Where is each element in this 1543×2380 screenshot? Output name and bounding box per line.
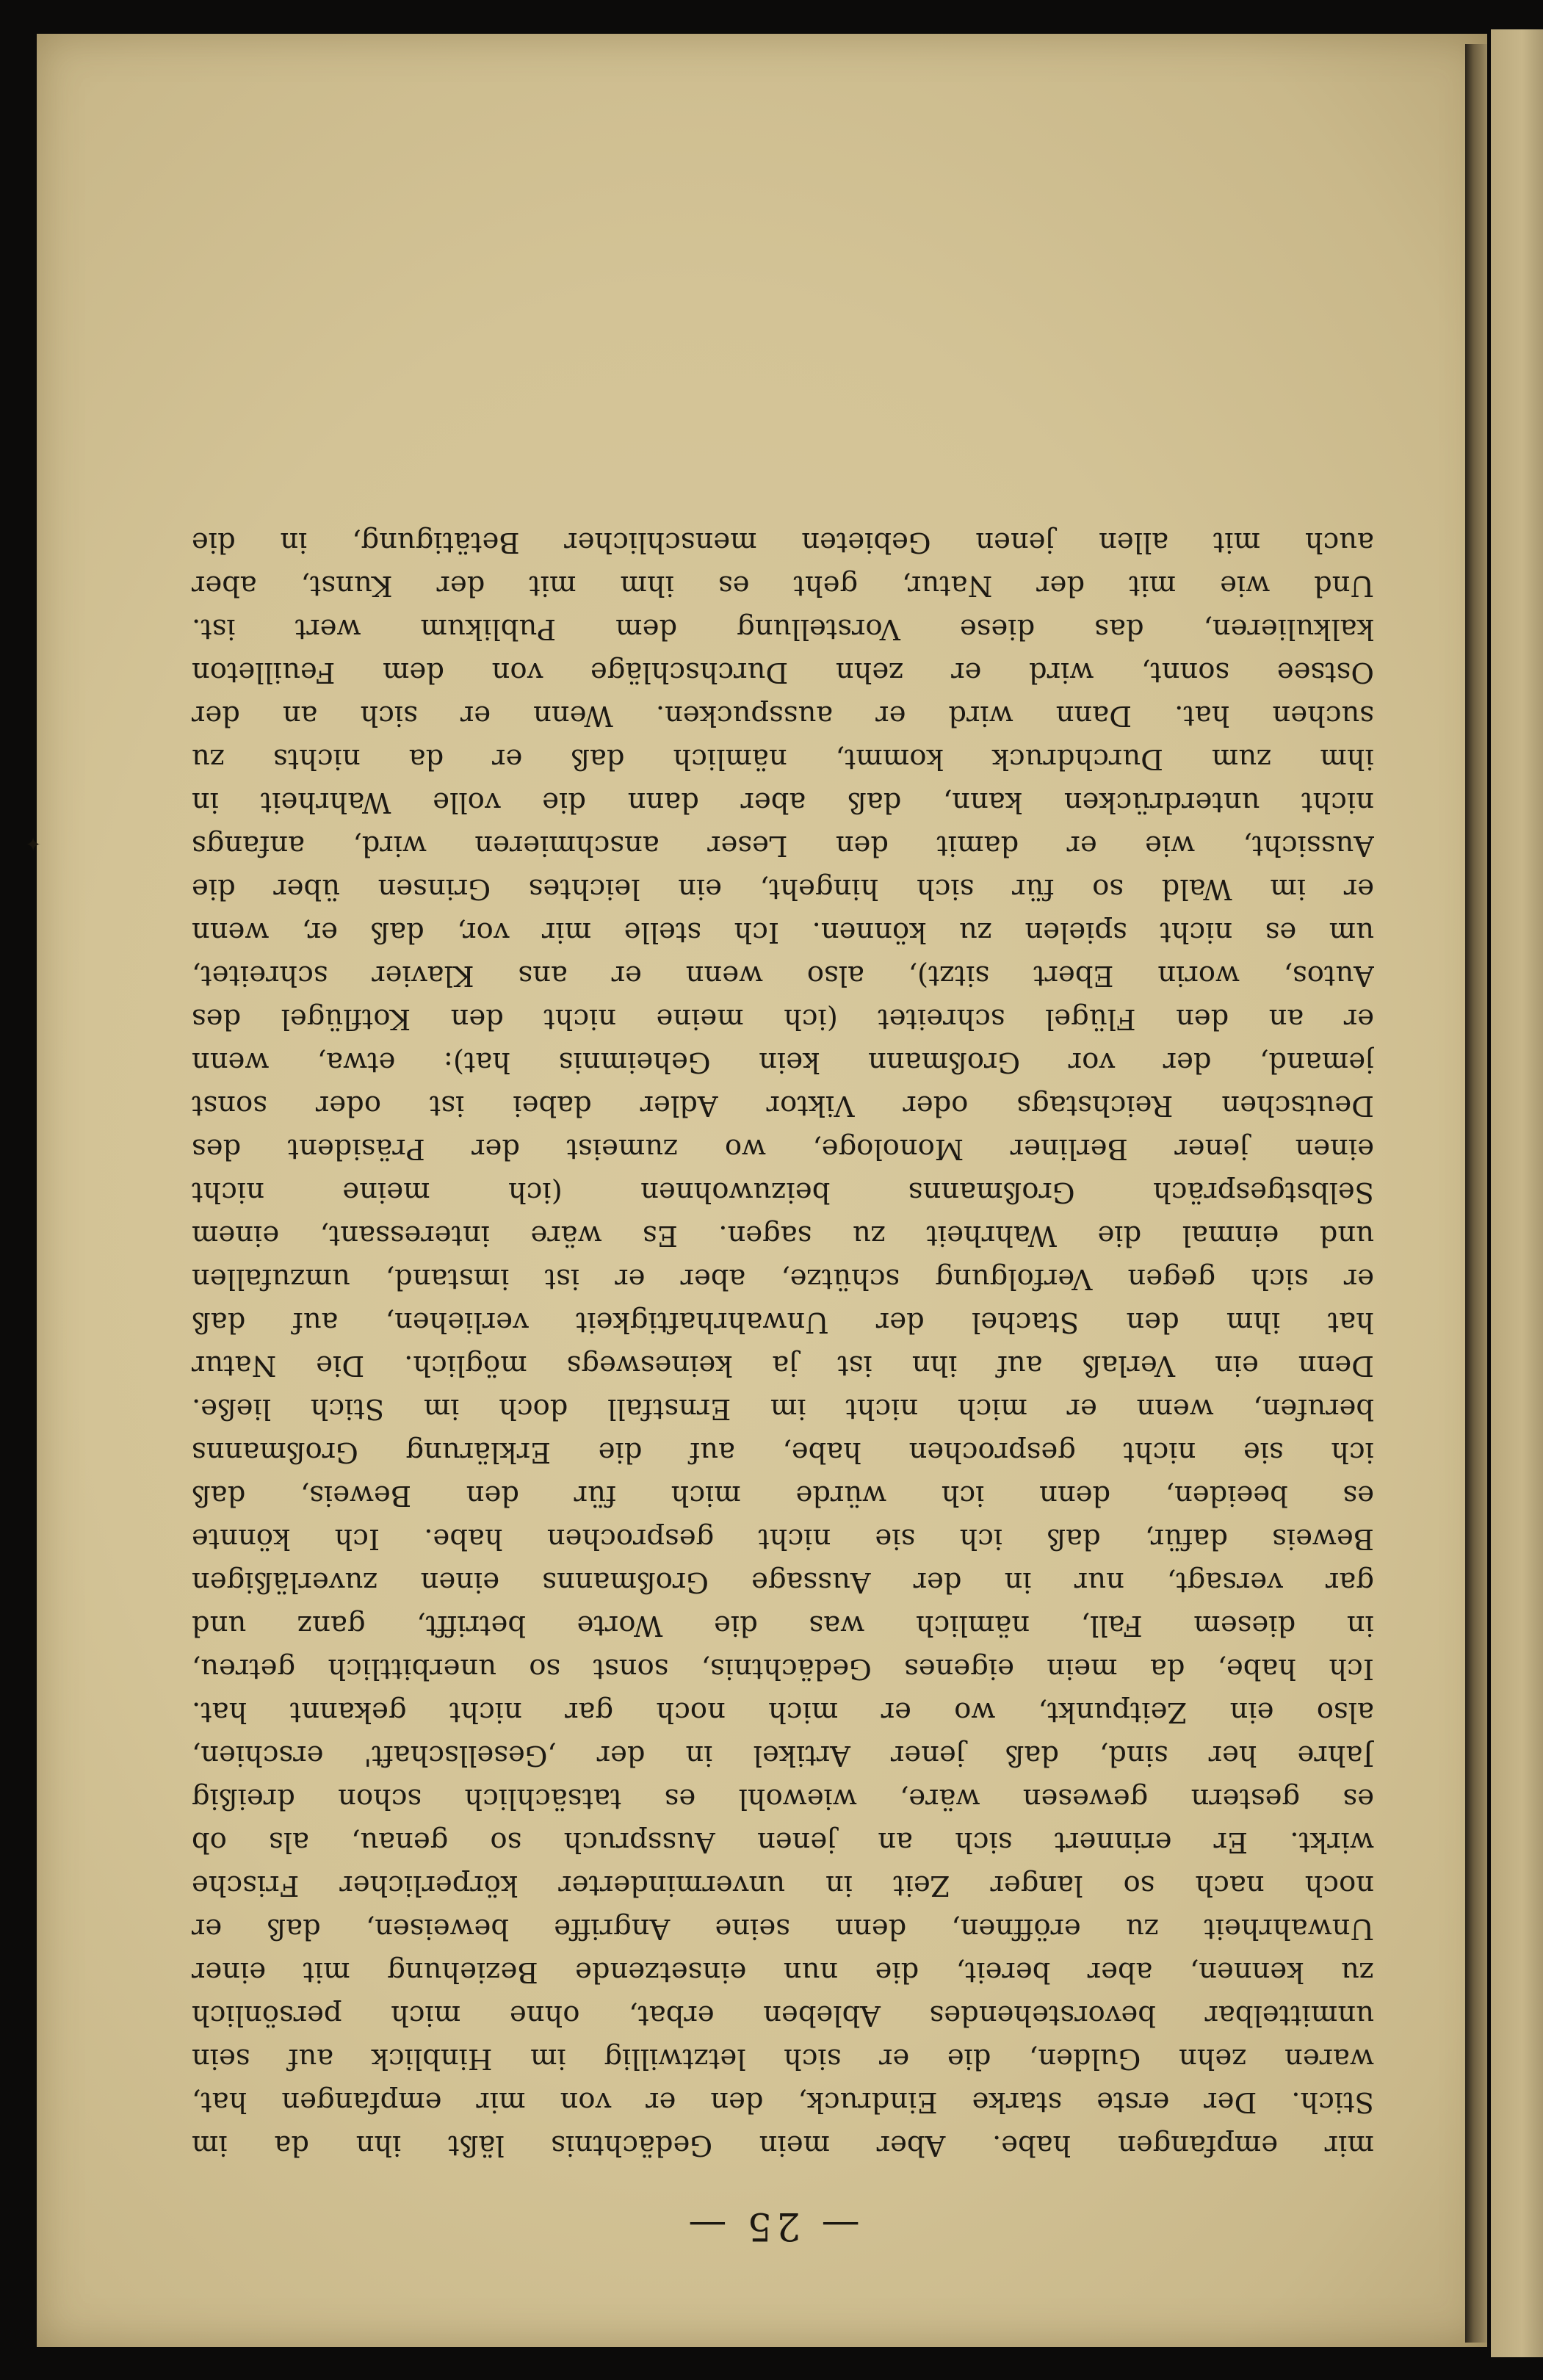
text-line: Ich habe, da mein eigenes Gedächtnis, sonst so unerbittlich getreu, bbox=[192, 1652, 1374, 1685]
text-line: also ein Zeitpunkt, wo er mich noch gar nicht gekannt hat. bbox=[192, 1696, 1374, 1729]
text-line: ihm zum Durchdruck kommt, nämlich daß er da nichts zu bbox=[192, 742, 1374, 775]
text-line: und einmal die Wahrheit zu sagen. Es wäre interessant, einem bbox=[192, 1219, 1374, 1252]
text-line: Selbstgespräch Großmanns beizuwohnen (ich meine nicht bbox=[192, 1176, 1374, 1209]
text-line: kalkulieren, das diese Vorstellung dem Publikum wert ist. bbox=[192, 612, 1374, 645]
text-line: suchen hat. Dann wird er ausspucken. Wenn er sich an der bbox=[192, 699, 1374, 732]
text-line: es beeiden, denn ich würde mich für den Beweis, daß bbox=[192, 1479, 1374, 1512]
text-line: Ostsee sonnt, wird er zehn Durchschläge von dem Feuilleton bbox=[192, 656, 1374, 689]
text-line: Und wie mit der Natur, geht es ihm mit der Kunst, aber bbox=[192, 569, 1374, 602]
text-line: ich sie nicht gesprochen habe, auf die Erklärung Großmanns bbox=[192, 1436, 1374, 1469]
text-line: Autos, worin Ebert sitzt), also wenn er ans Klavier schreitet, bbox=[192, 959, 1374, 992]
text-line: auch mit allen jenen Gebieten menschlicher Betätigung, in die bbox=[192, 526, 1374, 559]
text-line: er sich gegen Verfolgung schütze, aber er ist imstand, umzufallen bbox=[192, 1262, 1374, 1295]
text-line: noch nach so langer Zeit in unverminderter körperlicher Frische bbox=[192, 1869, 1374, 1902]
page-number: — 25 — bbox=[684, 2204, 860, 2248]
text-line: einen jener Berliner Monologe, wo zumeist der Präsident des bbox=[192, 1132, 1374, 1165]
text-line: nicht unterdrücken kann, daß aber dann die volle Wahrheit in bbox=[192, 786, 1374, 819]
text-line: hat ihm den Stachel der Unwahrhaftigkeit verliehen, auf daß bbox=[192, 1306, 1374, 1339]
text-line: gar versagt, nur in der Aussage Großmanns einen zuverläßigen bbox=[192, 1566, 1374, 1599]
text-line: unmittelbar bevorstehendes Ableben erbat, ohne mich persönlich bbox=[192, 1999, 1374, 2032]
text-line: Stich. Der erste starke Eindruck, den er von mir empfangen hat, bbox=[192, 2086, 1374, 2119]
text-line: es gestern gewesen wäre, wiewohl es tatsächlich schon dreißig bbox=[192, 1782, 1374, 1815]
text-line: Unwahrheit zu eröffnen, denn seine Angriffe beweisen, daß er bbox=[192, 1912, 1374, 1945]
text-line: Denn ein Verlaß auf ihn ist ja keineswegs möglich. Die Natur bbox=[192, 1349, 1374, 1382]
text-line: er im Wald so für sich hingeht, ein leichtes Grinsen über die bbox=[192, 872, 1374, 905]
text-line: er an den Flügel schreitet (ich meine nicht den Kotflügel des bbox=[192, 1002, 1374, 1035]
text-line: mir empfangen habe. Aber mein Gedächtnis läßt ihn da im bbox=[192, 2129, 1374, 2162]
margin-mark: ✦ bbox=[25, 832, 41, 854]
text-line: jemand, der vor Großmann kein Geheimnis hat): etwa, wenn bbox=[192, 1046, 1374, 1079]
text-line: in diesem Fall, nämlich was die Worte betrifft, ganz und bbox=[192, 1609, 1374, 1642]
text-line: berufen, wenn er mich nicht im Ernstfall doch im Stich ließe. bbox=[192, 1392, 1374, 1425]
text-line: wirkt. Er erinnert sich an jenen Ausspruch so genau, als ob bbox=[192, 1826, 1374, 1859]
text-line: Beweis dafür, daß ich sie nicht gesprochen habe. Ich könnte bbox=[192, 1522, 1374, 1555]
text-line: um es nicht spielen zu können. Ich stelle mir vor, daß er, wenn bbox=[192, 916, 1374, 949]
text-line: waren zehn Gulden, die er sich letztwillig im Hinblick auf sein bbox=[192, 2042, 1374, 2075]
text-line: Aussicht, wie er damit den Leser anschmieren wird, anfangs bbox=[192, 829, 1374, 862]
body-text bbox=[192, 521, 1374, 2167]
text-line: Jahre her sind, daß jener Artikel in der ‚Gesellschaft' erschien, bbox=[192, 1739, 1374, 1772]
text-line: Deutschen Reichstags oder Viktor Adler dabei ist oder sonst bbox=[192, 1089, 1374, 1122]
text-line: zu kennen, aber bereit, die nun einsetzende Beziehung mit einer bbox=[192, 1956, 1374, 1989]
